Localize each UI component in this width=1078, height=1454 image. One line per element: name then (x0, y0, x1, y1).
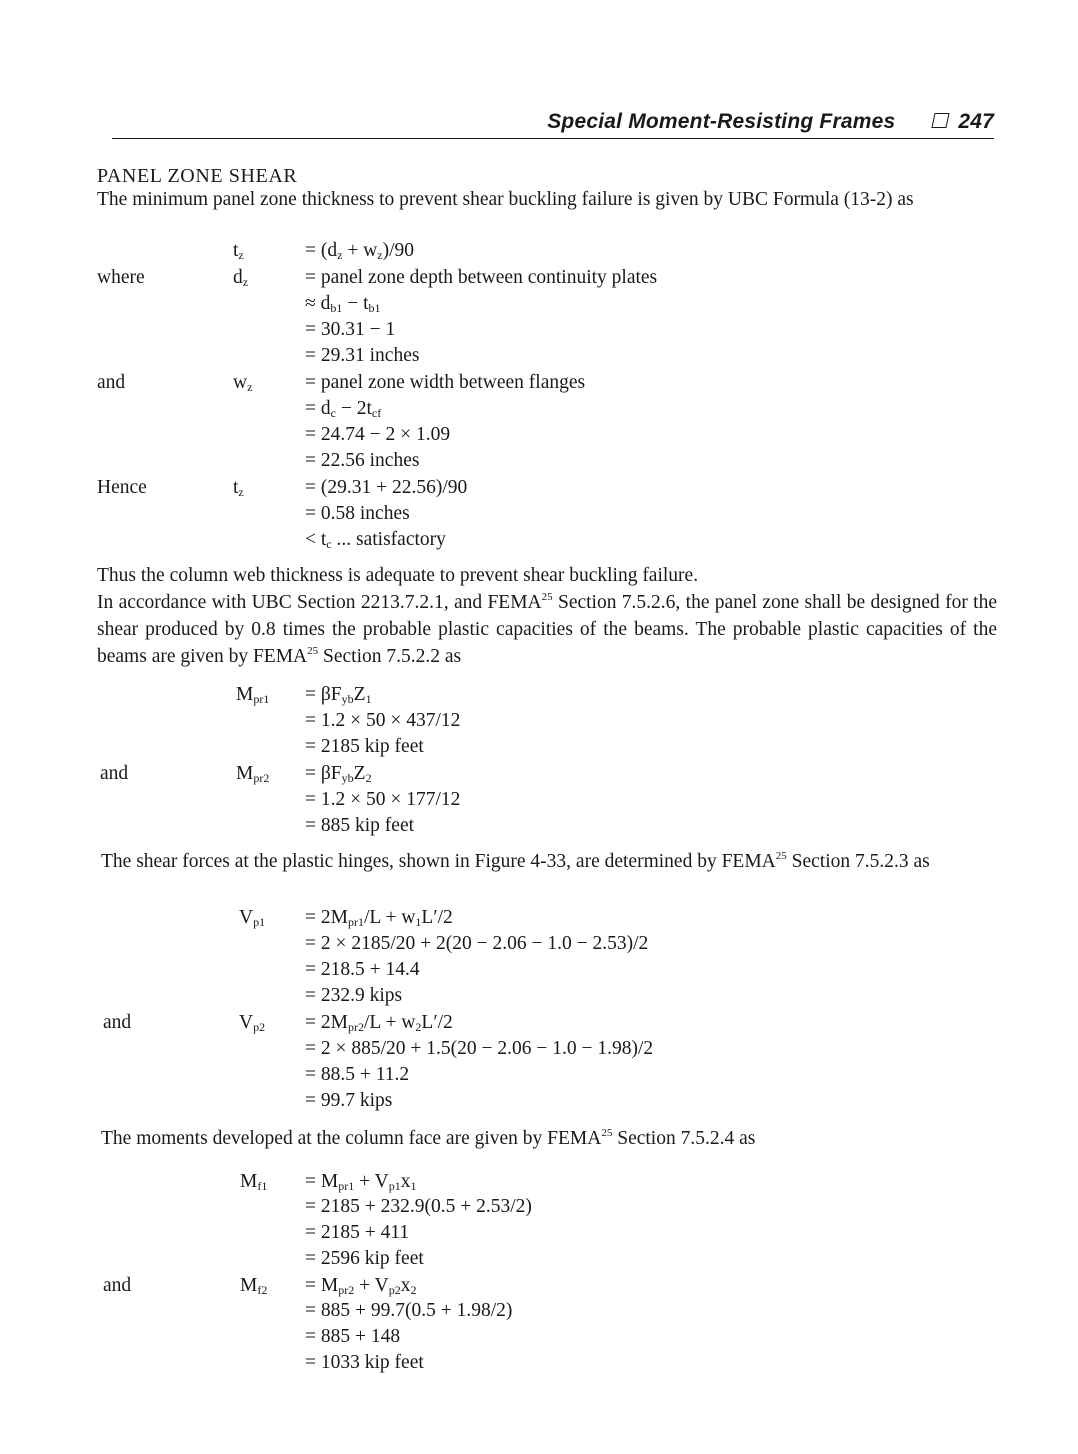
shear-forces-paragraph: The shear forces at the plastic hinges, shown in Figure 4-33, are determined by FEMA$^{25}$ Section 7.5.2.3 as (101, 850, 930, 872)
label-and: and (100, 763, 129, 784)
section-title: PANEL ZONE SHEAR (97, 165, 298, 187)
moments-paragraph: The moments developed at the column face are given by FEMA$^{25}$ Section 7.5.2.4 as (101, 1127, 756, 1149)
label-where: where (97, 267, 145, 288)
intro-paragraph: The minimum panel zone thickness to prevent shear buckling failure is given by UBC Formula (13-2) as (97, 189, 914, 210)
label-and: and (97, 372, 126, 393)
square-glyph-icon (932, 113, 950, 128)
running-title: Special Moment-Resisting Frames (547, 110, 896, 133)
running-header (112, 108, 994, 139)
label-and: and (103, 1012, 132, 1033)
label-hence: Hence (97, 477, 147, 498)
document-page: Special Moment-Resisting Frames 247 PANEL ZONE SHEAR The minimum panel zone thickness to prevent shear buckling failure is given by UBC Formula (13-2) as $t_z$ = $(d_z + w_z)/90$ where $d_z$ = panel zone depth between continuity plates ≈ $d_{b1} - t_{b1}$ = 30.31 − 1 = 29.31 inches and $w_z$ = panel zone width between flanges = $d_c - 2t_{cf}$ = 24.74 − 2 × 1.09 = 22.56 inches Hence $t_z$ = (29.31 + 22.56)/90 = 0.58 inches < $t_c$ ... satisfactory Thus the column web thickness is adequate to prevent shear buckling failure. In accordance with UBC Section 2213.7.2.1, and FEMA$^{25}$ Section 7.5.2.6, the panel zone shall be designed for the shear produced by 0.8 times the probable plastic capacities of the beams. The probable plastic capacities of the beams are given by FEMA$^{25}$ Section 7.5.2.2 as $M_{pr1}$ = $\beta F_{yb}Z_1$ = 1.2 × 50 × 437/12 = 2185 kip feet and $M_{pr2}$ = $\beta F_{yb}Z_2$ = 1.2 × 50 × 177/12 = 885 kip feet The shear forces at the plastic hinges, shown in Figure 4-33, are determined by FEMA$^{25}$ Section 7.5.2.3 as $V_{p1}$ = $2M_{pr1}/L + w_1L'/2$ = 2 × 2185/20 + 2(20 − 2.06 − 1.0 − 2.53)/2 = 218.5 + 14.4 = 232.9 kips and $V_{p2}$ = $2M_{pr2}/L + w_2L'/2$ = 2 × 885/20 + 1.5(20 − 2.06 − 1.0 − 1.98)/2 = 88.5 + 11.2 = 99.7 kips The moments developed at the column face are given by FEMA$^{25}$ Section 7.5.2.4 as $M_{f1}$ = $M_{pr1} + V_{p1}x_1$ = 2185 + 232.9(0.5 + 2.53/2) = 2185 + 411 = 2596 kip feet and $M_{f2}$ = $M_{pr2} + V_{p2}x_2$ = 885 + 99.7(0.5 + 1.98/2) = 885 + 148 = 1033 kip feet (0, 0, 1078, 1454)
label-and: and (103, 1275, 132, 1296)
capacity-paragraph: Thus the column web thickness is adequate to prevent shear buckling failure. In accordance with UBC Section 2213.7.2.1, and FEMA$^{25}$ Section 7.5.2.6, the panel zone shall be designed for the shear produced by 0.8 times the probable plastic capacities of the beams. The probable plastic capacities of the beams are given by FEMA$^{25}$ Section 7.5.2.2 as (97, 565, 997, 667)
page-number: 247 (958, 110, 994, 133)
